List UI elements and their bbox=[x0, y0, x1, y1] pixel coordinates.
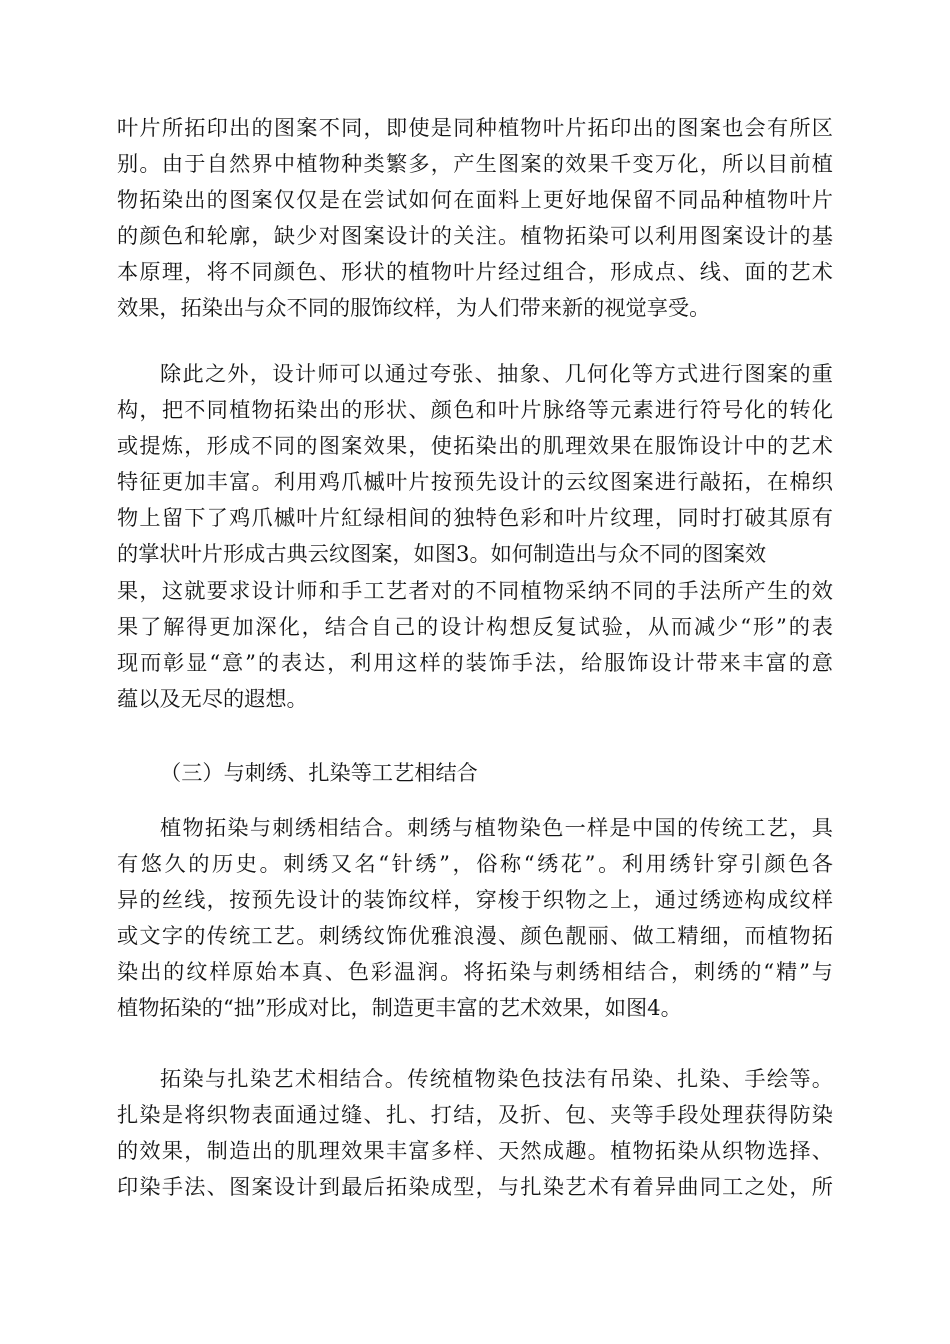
paragraph-line: 有悠久的历史。刺绣又名“针绣”，俗称“绣花”。利用绣针穿引颜色各 bbox=[117, 851, 833, 877]
paragraph-line: 蕴以及无尽的遐想。 bbox=[117, 685, 308, 711]
paragraph-tie-dye bbox=[117, 1061, 833, 1205]
paragraph-line: 果了解得更加深化，结合自己的设计构想反复试验，从而减少“形”的表 bbox=[117, 613, 833, 639]
paragraph-line: 植物拓染与刺绣相结合。刺绣与植物染色一样是中国的传统工艺，具 bbox=[160, 815, 833, 840]
section-heading-text: （三）与刺绣、扎染等工艺相结合 bbox=[160, 760, 478, 785]
paragraph-line: 叶片所拓印出的图案不同，即使是同种植物叶片拓印出的图案也会有所区 bbox=[117, 115, 833, 140]
paragraph-line: 的掌状叶片形成古典云纹图案，如图3。如何制造出与众不同的图案效 bbox=[117, 541, 767, 567]
paragraph-pattern-reconstruction bbox=[117, 356, 833, 717]
paragraph-line: 特征更加丰富。利用鸡爪槭叶片按预先设计的云纹图案进行敲拓，在棉织 bbox=[117, 469, 833, 495]
paragraph-line: 本原理，将不同颜色、形状的植物叶片经过组合，形成点、线、面的艺术 bbox=[117, 259, 833, 285]
paragraph-line: 印染手法、图案设计到最后拓染成型，与扎染艺术有着异曲同工之处，所 bbox=[117, 1174, 833, 1200]
paragraph-line: 效果，拓染出与众不同的服饰纹样，为人们带来新的视觉享受。 bbox=[117, 295, 711, 321]
paragraph-leaf-pattern-intro bbox=[117, 110, 833, 327]
paragraph-line: 异的丝线，按预先设计的装饰纹样，穿梭于织物之上，通过绣迹构成纹样 bbox=[117, 887, 833, 913]
paragraph-line: 除此之外，设计师可以通过夸张、抽象、几何化等方式进行图案的重 bbox=[160, 361, 833, 386]
paragraph-line: 别。由于自然界中植物种类繁多，产生图案的效果千变万化，所以目前植 bbox=[117, 151, 833, 177]
paragraph-line: 扎染是将织物表面通过缝、扎、打结，及折、包、夹等手段处理获得防染 bbox=[117, 1102, 833, 1128]
paragraph-line: 或提炼，形成不同的图案效果，使拓染出的肌理效果在服饰设计中的艺术 bbox=[117, 433, 833, 459]
paragraph-line: 物上留下了鸡爪槭叶片紅绿相间的独特色彩和叶片纹理，同时打破其原有 bbox=[117, 505, 833, 531]
section-heading bbox=[117, 755, 833, 791]
paragraph-line: 拓染与扎染艺术相结合。传统植物染色技法有吊染、扎染、手绘等。 bbox=[160, 1066, 833, 1091]
paragraph-line: 的效果，制造出的肌理效果丰富多样、天然成趣。植物拓染从织物选择、 bbox=[117, 1138, 833, 1164]
paragraph-line: 物拓染出的图案仅仅是在尝试如何在面料上更好地保留不同品种植物叶片 bbox=[117, 187, 833, 213]
paragraph-line: 或文字的传统工艺。刺绣纹饰优雅浪漫、颜色靓丽、做工精细，而植物拓 bbox=[117, 923, 833, 949]
paragraph-line: 果，这就要求设计师和手工艺者对的不同植物采纳不同的手法所产生的效 bbox=[117, 577, 833, 603]
paragraph-line: 构，把不同植物拓染出的形状、颜色和叶片脉络等元素进行符号化的转化 bbox=[117, 397, 833, 423]
paragraph-line: 植物拓染的“拙”形成对比，制造更丰富的艺术效果，如图4。 bbox=[117, 995, 682, 1021]
paragraph-line: 染出的纹样原始本真、色彩温润。将拓染与刺绣相结合，刺绣的“精”与 bbox=[117, 959, 833, 985]
paragraph-line: 的颜色和轮廓，缺少对图案设计的关注。植物拓染可以利用图案设计的基 bbox=[117, 223, 833, 249]
paragraph-line: 现而彰显“意”的表达，利用这样的装饰手法，给服饰设计带来丰富的意 bbox=[117, 649, 833, 675]
paragraph-embroidery bbox=[117, 810, 833, 1027]
